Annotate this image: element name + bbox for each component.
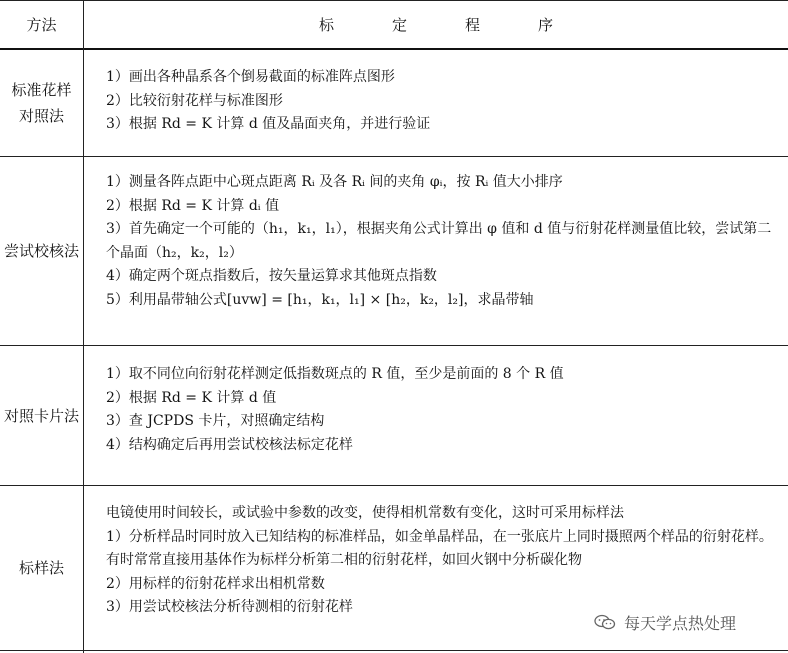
procedure-step: 4）确定两个斑点指数后，按矢量运算求其他斑点指数 bbox=[106, 268, 437, 284]
procedure-step: 5）利用晶带轴公式[uvw] = [h₁，k₁，l₁] × [h₂，k₂，l₂]，求晶带轴 bbox=[106, 291, 534, 308]
watermark bbox=[594, 610, 736, 634]
procedure-step: 2）根据 Rd = K 计算 d 值 bbox=[106, 389, 277, 406]
wechat-icon bbox=[594, 614, 616, 630]
method-name: 尝试校核法 bbox=[3, 242, 79, 260]
procedure-step: 3）根据 Rd = K 计算 d 值及晶面夹角，并进行验证 bbox=[106, 116, 431, 132]
procedure-step: 2）根据 Rd = K 计算 dᵢ 值 bbox=[106, 197, 280, 214]
method-cell bbox=[0, 346, 83, 485]
procedure-intro: 电镜使用时间较长，或试验中参数的改变，使得相机常数有变化，这时可采用标样法 bbox=[106, 505, 624, 521]
header-procedure: 标定程序 bbox=[318, 15, 611, 34]
procedure-step: 3）首先确定一个可能的（h₁，k₁，l₁），根据夹角公式计算出 φ 值和 d 值与衍射花样测量值比较，尝试第二个晶面（h₂，k₂，l₂） bbox=[106, 221, 772, 261]
method-name: 标样法 bbox=[18, 559, 64, 577]
row-divider bbox=[0, 156, 788, 157]
procedure-step: 1）测量各阵点距中心斑点距离 Rᵢ 及各 Rᵢ 间的夹角 φᵢ，按 Rᵢ 值大小排序 bbox=[106, 174, 563, 190]
header-divider bbox=[0, 48, 788, 50]
table-bottom-border bbox=[0, 650, 788, 651]
header-method: 方法 bbox=[26, 15, 57, 34]
method-cell bbox=[0, 486, 83, 650]
method-name: 标准花样对照法 bbox=[11, 80, 72, 125]
procedure-step: 2）用标样的衍射花样求出相机常数 bbox=[106, 575, 325, 592]
procedure-step: 2）比较衍射花样与标准图形 bbox=[106, 92, 283, 109]
procedure-cell bbox=[84, 66, 784, 137]
procedure-step: 1）取不同位向衍射花样测定低指数斑点的 R 值，至少是前面的 8 个 R 值 bbox=[106, 366, 564, 382]
procedure-cell bbox=[84, 363, 784, 457]
method-cell bbox=[0, 49, 83, 156]
method-cell bbox=[0, 157, 83, 345]
procedure-step: 1）画出各种晶系各个倒易截面的标准阵点图形 bbox=[106, 69, 395, 85]
method-name: 对照卡片法 bbox=[3, 406, 79, 425]
procedure-step: 3）查 JCPDS 卡片，对照确定结构 bbox=[106, 413, 325, 429]
row-divider bbox=[0, 485, 788, 486]
procedure-step: 3）用尝试校核法分析待测相的衍射花样 bbox=[106, 599, 353, 615]
watermark-text: 每天学点热处理 bbox=[624, 613, 737, 633]
procedure-cell bbox=[84, 502, 784, 620]
procedure-step: 4）结构确定后再用尝试校核法标定花样 bbox=[106, 436, 353, 453]
procedure-cell bbox=[84, 171, 784, 312]
row-divider bbox=[0, 345, 788, 346]
procedure-step: 1）分析样品时同时放入已知结构的标准样品，如金单晶样品，在一张底片上同时摄照两个样品的衍射花样。有时常常直接用基体作为标样分析第二相的衍射花样，如回火钢中分析碳化物 bbox=[106, 528, 773, 568]
